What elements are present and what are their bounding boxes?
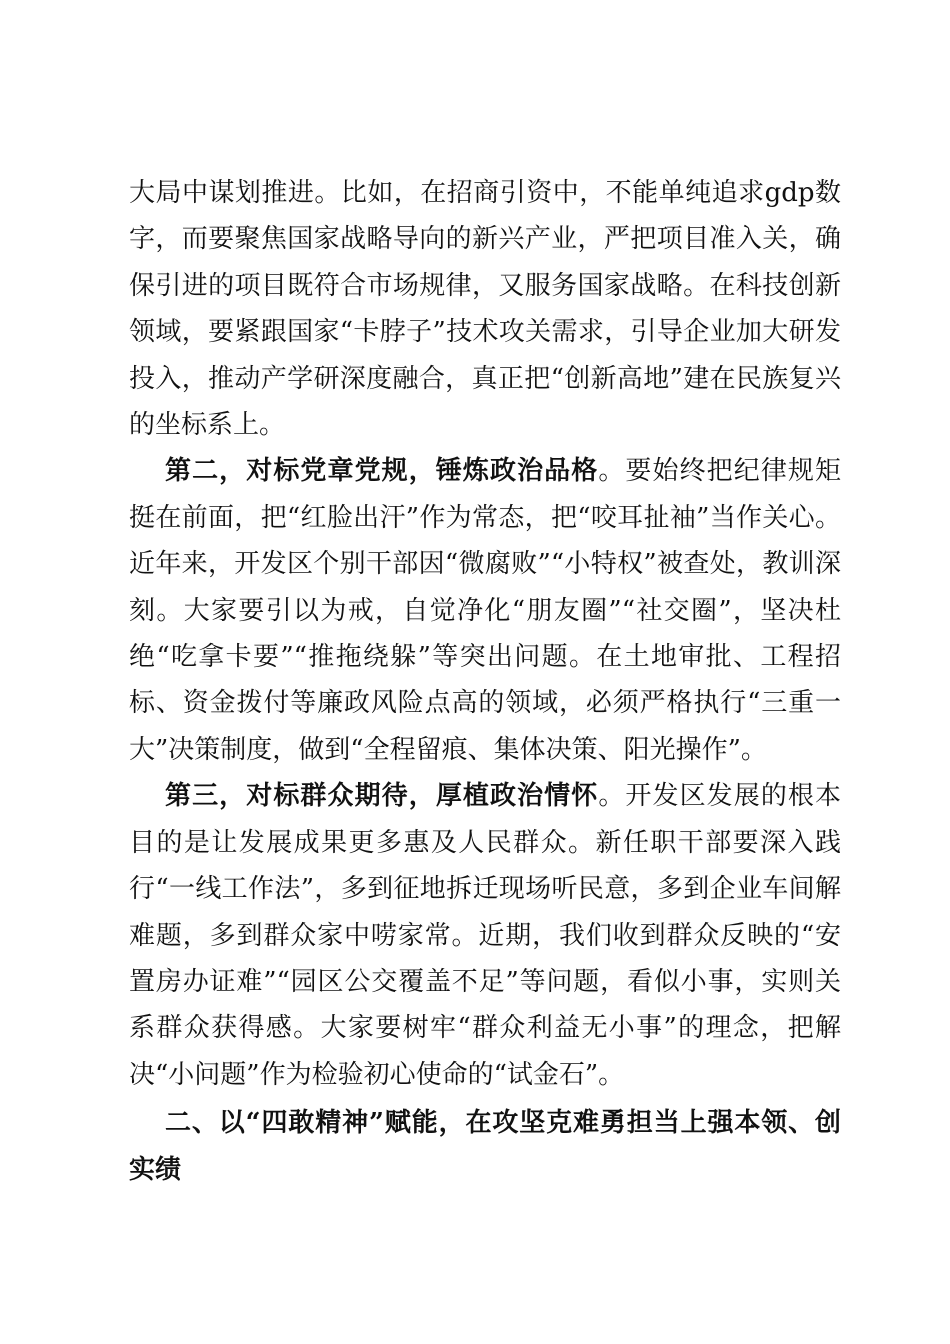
paragraph-2-lead: 第二，对标党章党规，锤炼政治品格 (165, 456, 599, 487)
paragraph-3-text: 。开发区发展的根本目的是让发展成果更多惠及人民群众。新任职干部要深入践行“一线工作法”，多到征地拆迁现场听民意，多到企业车间解难题，多到群众家中唠家常。近期，我们收到群众反映的“安置房办证难”“园区公交覆盖不足”等问题，看似小事，实则关系群众获得感。大家要树牢“群众利益无小事”的理念，把解决“小问题”作为检验初心使命的“试金石”。 (129, 781, 841, 1090)
section-heading: 二、以“四敢精神”赋能，在攻坚克难勇担当上强本领、创实绩 (129, 1108, 841, 1185)
paragraph-2 (129, 448, 841, 773)
paragraph-3 (129, 773, 841, 1098)
paragraph-1 (129, 170, 841, 448)
paragraph-3-lead: 第三，对标群众期待，厚植政治情怀 (165, 781, 599, 812)
paragraph-2-text: 。要始终把纪律规矩挺在前面，把“红脸出汗”作为常态，把“咬耳扯袖”当作关心。近年来，开发区个别干部因“微腐败”“小特权”被查处，教训深刻。大家要引以为戒，自觉净化“朋友圈”“社交圈”，坚决杜绝“吃拿卡要”“推拖绕躲”等突出问题。在土地审批、工程招标、资金拨付等廉政风险点高的领域，必须严格执行“三重一大”决策制度，做到“全程留痕、集体决策、阳光操作”。 (129, 456, 841, 765)
document-body (129, 170, 841, 1193)
paragraph-1-text: 大局中谋划推进。比如，在招商引资中，不能单纯追求gdp数字，而要聚焦国家战略导向的新兴产业，严把项目准入关，确保引进的项目既符合市场规律，又服务国家战略。在科技创新领域，要紧跟国家“卡脖子”技术攻关需求，引导企业加大研发投入，推动产学研深度融合，真正把“创新高地”建在民族复兴的坐标系上。 (129, 178, 841, 441)
